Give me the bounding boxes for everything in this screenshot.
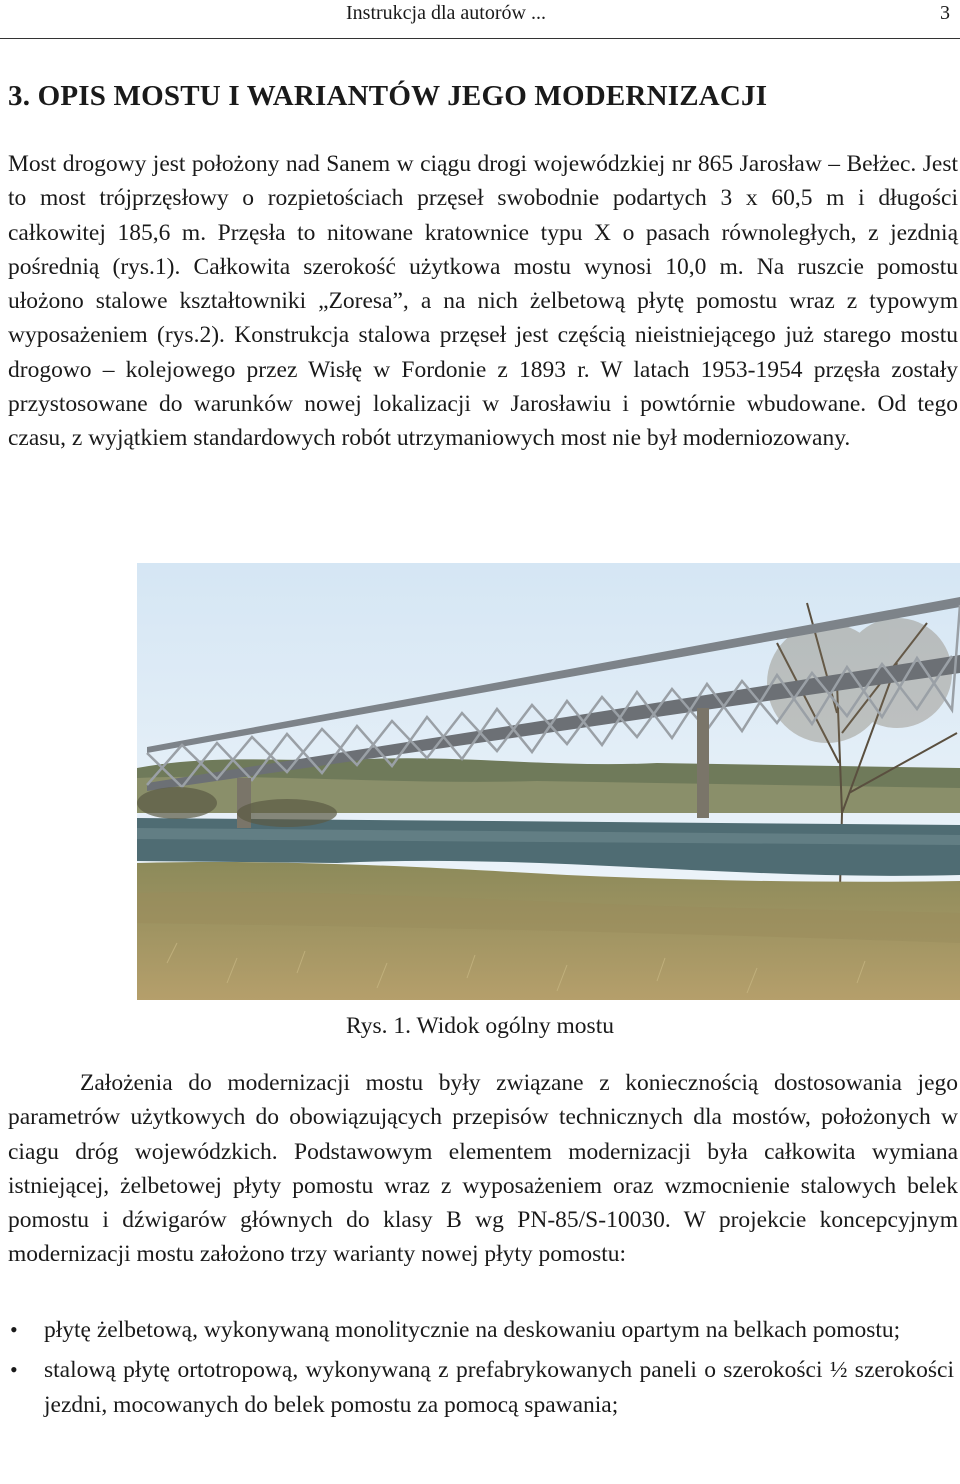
page-number: 3 [940,2,950,24]
list-item [0,1313,954,1347]
running-header [0,0,960,39]
bullet-icon: • [10,1317,18,1342]
paragraph-bridge-description: Most drogowy jest położony nad Sanem w ciągu drogi wojewódzkiej nr 865 Jarosław – Bełżec. Jest to most trójprzęsłowy o rozpietościach przęseł swobodnie podartych 3 x 60,5 m i długości całkowitej 185,6 m. Przęsła to nitowane kratownice typu X o pasach równoległych, z jezdnią pośrednią (rys.1). Całkowita szerokość użytkowa mostu wynosi 10,0 m. Na ruszcie pomostu ułożono stalowe kształtowniki „Zoresa”, a na nich żelbetową płytę pomostu wraz z typowym wyposażeniem (rys.2). Konstrukcja stalowa przęseł jest częścią nieistniejącego już starego mostu drogowo – kolejowego przez Wisłę w Fordonie z 1893 r. W latach 1953-1954 przęsła zostały przystosowane do warunków nowej lokalizacji w Jarosławiu i powtórnie wbudowane. Od tego czasu, z wyjątkiem standardowych robót utrzymaniowych most nie był moderniozowany. [8,151,958,452]
header-title: Instrukcja dla autorów ... [346,2,546,24]
list-item-text: płytę żelbetową, wykonywaną monolitycznie na deskowaniu opartym na belkach pomostu; [44,1317,901,1343]
variants-list [0,1313,960,1428]
bullet-icon: • [10,1357,18,1383]
bridge-photo-illustration [137,563,960,1000]
section-heading: 3. OPIS MOSTU I WARIANTÓW JEGO MODERNIZACJI [8,80,768,112]
figure-caption: Rys. 1. Widok ogólny mostu [346,1013,614,1039]
paragraph-modernization-assumptions: Założenia do modernizacji mostu były związane z koniecznością dostosowania jego parametrów użytkowych do obowiązujących przepisów technicznych dla mostów, położonych w ciagu dróg wojewódzkich. Podstawowym elementem modernizacji była całkowita wymiana istniejącej, żelbetowej płyty pomostu wraz z wyposażeniem oraz wzmocnienie stalowych belek pomostu i dźwigarów głównych do klasy B wg PN-85/S-10030. W projekcie koncepcyjnym modernizacji mostu założono trzy warianty nowej płyty pomostu: [8,1070,958,1268]
bridge-photo [137,563,960,1000]
list-item-text: stalową płytę ortotropową, wykonywaną z prefabrykowanych paneli o szerokości ½ szerokości jezdni, mocowanych do belek pomostu za pomocą spawania; [44,1357,954,1418]
list-item [0,1353,954,1422]
